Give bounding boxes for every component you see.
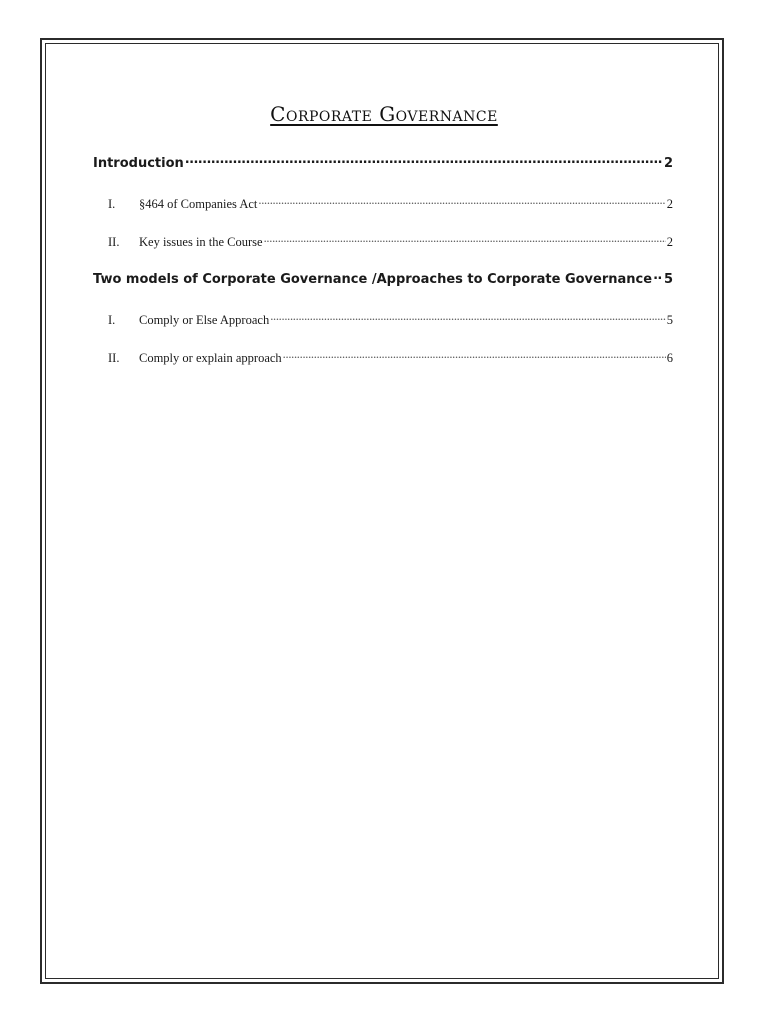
toc-entry-numeral: I. (108, 312, 116, 327)
toc-entry-numeral: II. (108, 350, 120, 365)
document-title: Corporate Governance (270, 102, 498, 126)
toc-entry-label: Comply or Else Approach (139, 312, 270, 327)
toc-entry-label: Comply or explain approach (139, 350, 282, 365)
toc-page-number: 6 (666, 350, 673, 365)
toc-entry-comply-or-explain[interactable] (93, 349, 673, 366)
toc-entry-companies-act[interactable] (93, 195, 673, 212)
toc-entry-label: Two models of Corporate Governance /Approaches to Corporate Governance (93, 272, 653, 287)
toc-dot-leader (653, 270, 663, 283)
toc-entry-label: Key issues in the Course (139, 234, 263, 249)
toc-entry-numeral: I. (108, 196, 116, 211)
toc-dot-leader (264, 233, 666, 246)
toc-page-number: 2 (666, 196, 673, 211)
toc-dot-leader (185, 154, 663, 167)
toc-entry-comply-or-else[interactable] (93, 311, 673, 328)
toc-entry-label: §464 of Companies Act (139, 196, 258, 211)
toc-page-number: 2 (663, 156, 673, 171)
toc-page-number: 5 (666, 312, 673, 327)
toc-entry-label: Introduction (93, 156, 184, 171)
toc-entry-two-models[interactable] (93, 270, 673, 287)
toc-page-number: 5 (663, 272, 673, 287)
toc-dot-leader (283, 349, 666, 362)
toc-dot-leader (258, 195, 665, 208)
toc-entry-key-issues[interactable] (93, 233, 673, 250)
toc-entry-introduction[interactable] (93, 154, 673, 171)
toc-entry-numeral: II. (108, 234, 120, 249)
toc-page-number: 2 (666, 234, 673, 249)
toc-dot-leader (270, 311, 666, 324)
page-border-inner (45, 43, 719, 979)
